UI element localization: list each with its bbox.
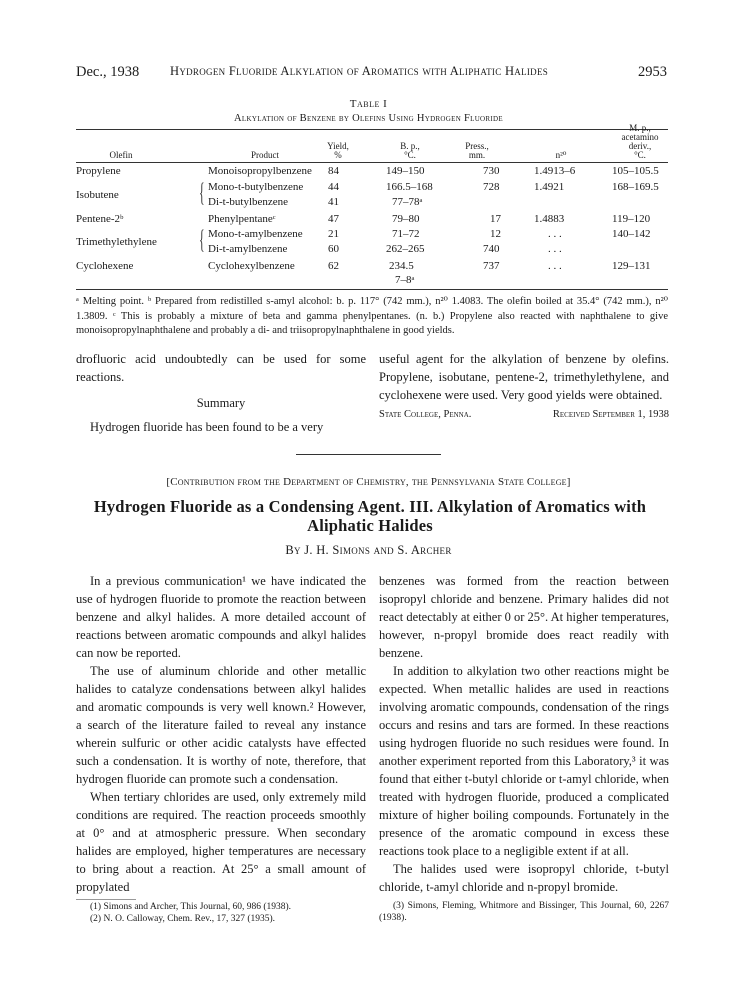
- cell-product: Phenylpentaneᶜ: [208, 213, 276, 225]
- col-yield-2: %: [334, 150, 342, 160]
- cell-mp: 140–142: [612, 228, 651, 240]
- article-separator: [296, 454, 441, 455]
- cell-nd: . . .: [548, 243, 562, 255]
- article-right-column: [379, 572, 669, 924]
- running-header-title: Hydrogen Fluoride Alkylation of Aromatics with Aliphatic Halides: [170, 64, 549, 78]
- cell-olefin: Propylene: [76, 165, 121, 177]
- cell-yield: 84: [328, 165, 339, 177]
- cell-yield: 44: [328, 181, 339, 193]
- cell-mp: 119–120: [612, 213, 651, 225]
- table-bottom-rule: [76, 289, 668, 290]
- cell-yield: 60: [328, 243, 339, 255]
- footnote: (1) Simons and Archer, This Journal, 60, 986 (1938).: [90, 902, 292, 912]
- cell-nd: 1.4921: [534, 181, 565, 193]
- summary-text-continued: useful agent for the alkylation of benzene by olefins. Propylene, isobutane, pentene-2, trimethylethylene, and cyclohexene were used. Very good yields were obtained.: [379, 352, 669, 402]
- cell-press: 17: [490, 213, 501, 225]
- cell-bp: 149–150: [386, 165, 425, 177]
- article-title: Hydrogen Fluoride as a Condensing Agent. III. Alkylation of Aromatics with Aliphatic Halides: [93, 497, 647, 535]
- cell-bp: 71–72: [392, 228, 420, 240]
- cell-bp: 79–80: [392, 213, 420, 225]
- cell-olefin: Pentene-2ᵇ: [76, 213, 124, 225]
- article-left-column: [76, 572, 366, 925]
- body-paragraph: When tertiary chlorides are used, only extremely mild conditions are required. The reaction proceeds smoothly at 0° and at atmospheric pressure. When secondary halides are employed, higher temperatures are necessary to bring about a reaction. At 25° a small amount of propylated: [76, 790, 366, 894]
- table-top-rule: [76, 129, 668, 130]
- prev-article-right-column: [379, 350, 669, 424]
- body-paragraph: In addition to alkylation two other reactions might be expected. When metallic halides are used in reactions involving aromatic compounds, condensation of the rings occurs and resins and tars are formed. In these reactions using hydrogen fluoride no such residues were found. In another experiment reported from this Laboratory,³ it was found that either t-butyl chloride or t-amyl chloride, when treated with hydrogen fluoride, produced a complicated mixture of higher boiling compounds. Fortunately in the presence of the aromatic compound in excess these reactions took place to a negligible extent if at all.: [379, 664, 669, 858]
- cell-press: 12: [490, 228, 501, 240]
- summary-text: Hydrogen fluoride has been found to be a very: [90, 420, 324, 434]
- cell-product: Mono-t-amylbenzene: [208, 228, 303, 240]
- col-mp-1: M. p.,: [629, 123, 651, 133]
- cell-product: Monoisopropylbenzene: [208, 165, 312, 177]
- cell-product: Mono-t-butylbenzene: [208, 181, 304, 193]
- cell-press: 737: [483, 260, 500, 272]
- col-mp-4: °C.: [634, 150, 646, 160]
- cell-olefin: Cyclohexene: [76, 260, 134, 272]
- cell-olefin: Trimethylethylene: [76, 236, 157, 248]
- col-press-1: Press.,: [465, 141, 489, 151]
- cell-bp: 262–265: [386, 243, 425, 255]
- col-nd: n²⁰: [555, 150, 567, 160]
- col-mp-3: deriv.,: [628, 141, 652, 151]
- col-press-2: mm.: [468, 150, 486, 160]
- signature-received: Received September 1, 1938: [552, 409, 669, 420]
- signature-line: [379, 406, 669, 424]
- running-header-date: Dec., 1938: [76, 64, 140, 80]
- cell-bp: 166.5–168: [386, 181, 433, 193]
- body-paragraph: benzenes was formed from the reaction between isopropyl chloride and benzene. Primary halides did not react detectably at either 0 or 25°. At higher temperatures, however, n-propyl bromide does react readily with benzene.: [379, 574, 669, 660]
- cell-bp: 234.5: [389, 260, 414, 272]
- brace-glyph: {: [199, 225, 205, 254]
- col-olefin: Olefin: [109, 150, 133, 160]
- article-authors: By J. H. Simons and S. Archer: [285, 543, 452, 557]
- table-header-rule: [76, 162, 668, 163]
- cell-nd: . . .: [548, 228, 562, 240]
- cell-product: Di-t-butylbenzene: [208, 196, 289, 208]
- table-label: Table I: [349, 98, 388, 110]
- cell-nd: 1.4883: [534, 213, 565, 225]
- footnote: (2) N. O. Calloway, Chem. Rev., 17, 327 (1935).: [90, 914, 276, 924]
- brace-glyph: {: [199, 178, 205, 207]
- cell-product: Di-t-amylbenzene: [208, 243, 288, 255]
- col-bp-1: B. p.,: [400, 141, 420, 151]
- prev-article-paragraph: drofluoric acid undoubtedly can be used for some reactions.: [76, 352, 366, 384]
- table-title: Alkylation of Benzene by Olefins Using Hydrogen Fluoride: [234, 113, 503, 124]
- signature-place: State College, Penna.: [379, 409, 472, 420]
- body-paragraph: The halides used were isopropyl chloride, t-butyl chloride, t-amyl chloride and n-propyl bromide.: [379, 862, 669, 894]
- page-number: 2953: [638, 64, 667, 80]
- cell-nd: . . .: [548, 260, 562, 272]
- cell-press: 730: [483, 165, 500, 177]
- cell-mp: 168–169.5: [612, 181, 659, 193]
- prev-article-left-column: [76, 350, 366, 436]
- cell-olefin: Isobutene: [76, 189, 119, 201]
- cell-yield: 21: [328, 228, 339, 240]
- cell-press: 740: [483, 243, 500, 255]
- cell-bp: 77–78ᵃ: [392, 196, 423, 208]
- cell-yield: 47: [328, 213, 339, 225]
- cell-yield: 62: [328, 260, 339, 272]
- col-mp-2: acetamino: [621, 132, 659, 142]
- contribution-line: [Contribution from the Department of Chemistry, the Pennsylvania State College]: [166, 476, 571, 488]
- summary-heading: Summary: [196, 396, 246, 410]
- col-product: Product: [251, 150, 279, 160]
- cell-press: 728: [483, 181, 500, 193]
- table-footnote: ᵃ Melting point. ᵇ Prepared from redistilled s-amyl alcohol: b. p. 117° (742 mm.), n²⁰ 1.4083. The olefin boiled at 35.4° (742 mm.), n²⁰ 1.3809. ᶜ This is probably a mixture of beta and gamma phenylpentanes. (n. b.) Propylene also reacted with naphthalene to give monoisopropylnaphthalene and probably a di- and triisopropylnaphthalene in good yields.: [76, 296, 668, 336]
- col-yield-1: Yield,: [327, 141, 349, 151]
- cell-bp-2: 7–8ᵃ: [395, 274, 415, 286]
- footnote: (3) Simons, Fleming, Whitmore and Bissinger, This Journal, 60, 2267 (1938).: [379, 901, 669, 923]
- cell-yield: 41: [328, 196, 339, 208]
- cell-product: Cyclohexylbenzene: [208, 260, 295, 272]
- cell-mp: 129–131: [612, 260, 651, 272]
- body-paragraph: In a previous communication¹ we have indicated the use of hydrogen fluoride to promote the reaction between benzene and alkyl halides. A more detailed account of reactions between aromatic compounds and alkyl halides can now be reported.: [76, 574, 366, 660]
- body-paragraph: The use of aluminum chloride and other metallic halides to catalyze condensations between alkyl halides and aromatic compounds is very well known.² However, a search of the literature failed to reveal any instance wherein sulfuric or other acidic catalysts have effected such a condensation. It is worthy of note, therefore, that hydrogen fluoride can promote such a condensation.: [76, 664, 366, 786]
- col-bp-2: °C.: [404, 150, 416, 160]
- cell-mp: 105–105.5: [612, 165, 659, 177]
- cell-nd: 1.4913–6: [534, 165, 576, 177]
